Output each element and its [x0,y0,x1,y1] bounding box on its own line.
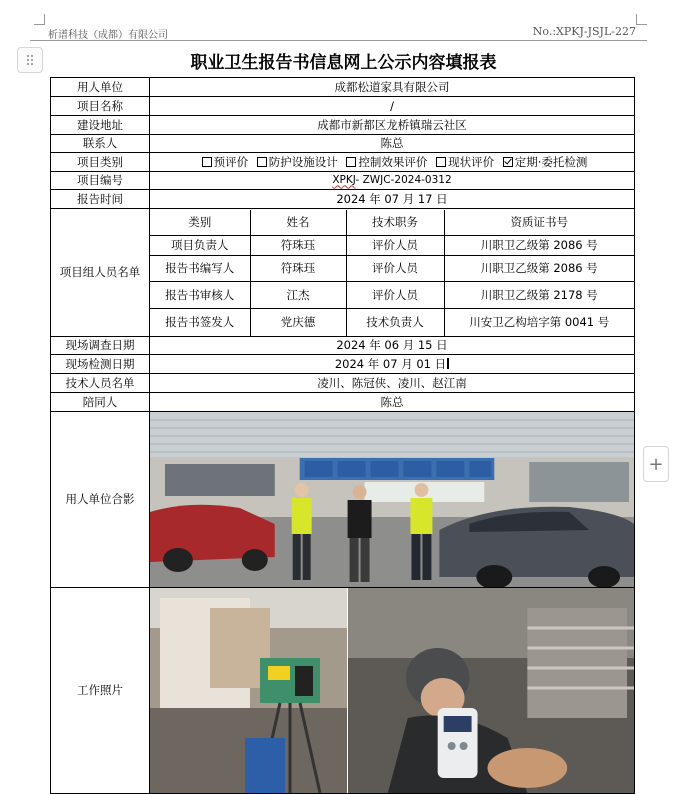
spellcheck-flagged-text: XPKJ [332,173,356,186]
row-address [51,116,635,135]
row-label: 项目类别 [51,153,150,172]
row-label: 报告时间 [51,190,150,209]
form-table [50,77,635,794]
row-label: 用人单位合影 [51,412,150,588]
team-row [150,309,634,336]
row-report-time [51,190,635,209]
team-cell-name[interactable]: 江杰 [250,282,346,309]
header-company: 析谱科技（成都）有限公司 [48,30,168,41]
page-corner-mark [34,14,45,25]
checkbox-checked-icon[interactable] [503,157,513,167]
page-title: 职业卫生报告书信息网上公示内容填报表 [190,53,497,73]
header-rule [30,40,647,41]
row-contact [51,135,635,153]
team-cell-role[interactable]: 报告书编写人 [150,256,250,282]
text-cursor [447,358,449,369]
row-work-photos [51,588,635,794]
checkbox-icon[interactable] [436,157,446,167]
checkbox-icon[interactable] [346,157,356,167]
team-cell-title[interactable]: 评价人员 [346,282,444,309]
team-header: 类别 [150,210,250,236]
category-option: 定期·委托检测 [514,154,588,169]
work-photos-cell [150,588,635,794]
unit-value[interactable]: 成都松道家具有限公司 [150,78,635,97]
category-option: 现状评价 [448,154,495,169]
row-label: 用人单位 [51,78,150,97]
team-header: 技术职务 [346,210,444,236]
checkbox-icon[interactable] [202,157,212,167]
row-project-no [51,172,635,190]
category-options [150,153,635,172]
team-header-row [150,210,634,236]
plus-icon: + [648,453,664,475]
row-test-date [51,355,635,374]
category-option: 控制效果评价 [358,154,428,169]
row-label: 项目组人员名单 [51,209,150,337]
team-cell-title[interactable]: 评价人员 [346,236,444,256]
project-no-value[interactable] [150,172,635,190]
row-tech-staff [51,374,635,393]
team-cell-name[interactable]: 党庆德 [250,309,346,336]
row-label: 联系人 [51,135,150,153]
team-cell-title[interactable]: 技术负责人 [346,309,444,336]
survey-date-value[interactable]: 2024 年 06 月 15 日 [150,337,635,355]
team-cell-name[interactable]: 符珠珏 [250,236,346,256]
test-date-text: 2024 年 07 月 01 日 [334,356,447,371]
page-corner-mark [636,14,647,25]
add-row-button[interactable] [643,446,669,482]
row-category [51,153,635,172]
team-cell-cert[interactable]: 川职卫乙级第 2178 号 [444,282,634,309]
row-label: 现场调查日期 [51,337,150,355]
test-date-value[interactable] [150,355,635,374]
project-name-value[interactable]: / [150,97,635,116]
team-cell [150,209,635,337]
row-label: 项目编号 [51,172,150,190]
team-cell-role[interactable]: 报告书签发人 [150,309,250,336]
team-cell-cert[interactable]: 川安卫乙构培字第 0041 号 [444,309,634,336]
row-group-photo [51,412,635,588]
row-team [51,209,635,337]
row-label: 建设地址 [51,116,150,135]
team-row [150,256,634,282]
team-table [150,210,634,336]
team-header: 姓名 [250,210,346,236]
team-cell-role[interactable]: 项目负责人 [150,236,250,256]
team-cell-role[interactable]: 报告书审核人 [150,282,250,309]
category-option: 预评价 [213,154,249,169]
team-cell-cert[interactable]: 川职卫乙级第 2086 号 [444,236,634,256]
report-time-value[interactable]: 2024 年 07 月 17 日 [150,190,635,209]
row-unit [51,78,635,97]
team-cell-cert[interactable]: 川职卫乙级第 2086 号 [444,256,634,282]
address-value[interactable]: 成都市新都区龙桥镇瑞云社区 [150,116,635,135]
row-escort [51,393,635,412]
category-option: 防护设施设计 [268,154,338,169]
row-label: 技术人员名单 [51,374,150,393]
checkbox-icon[interactable] [257,157,267,167]
team-cell-name[interactable]: 符珠珏 [250,256,346,282]
group-photo-cell [150,412,635,588]
row-survey-date [51,337,635,355]
contact-value[interactable]: 陈总 [150,135,635,153]
tech-staff-value[interactable]: 凌川、陈冠侠、凌川、赵江南 [150,374,635,393]
group-photo[interactable] [150,412,634,587]
row-label: 工作照片 [51,588,150,794]
escort-value[interactable]: 陈总 [150,393,635,412]
row-label: 现场检测日期 [51,355,150,374]
header-doc-number: No.:XPKJ-JSJL-227 [532,25,636,38]
row-project-name [51,97,635,116]
work-photo-2[interactable] [348,588,634,793]
team-row [150,236,634,256]
team-header: 资质证书号 [444,210,634,236]
row-label: 项目名称 [51,97,150,116]
row-label: 陪同人 [51,393,150,412]
team-cell-title[interactable]: 评价人员 [346,256,444,282]
work-photo-1[interactable] [150,588,347,793]
team-row [150,282,634,309]
project-no-rest: - ZWJC-2024-0312 [355,173,452,186]
